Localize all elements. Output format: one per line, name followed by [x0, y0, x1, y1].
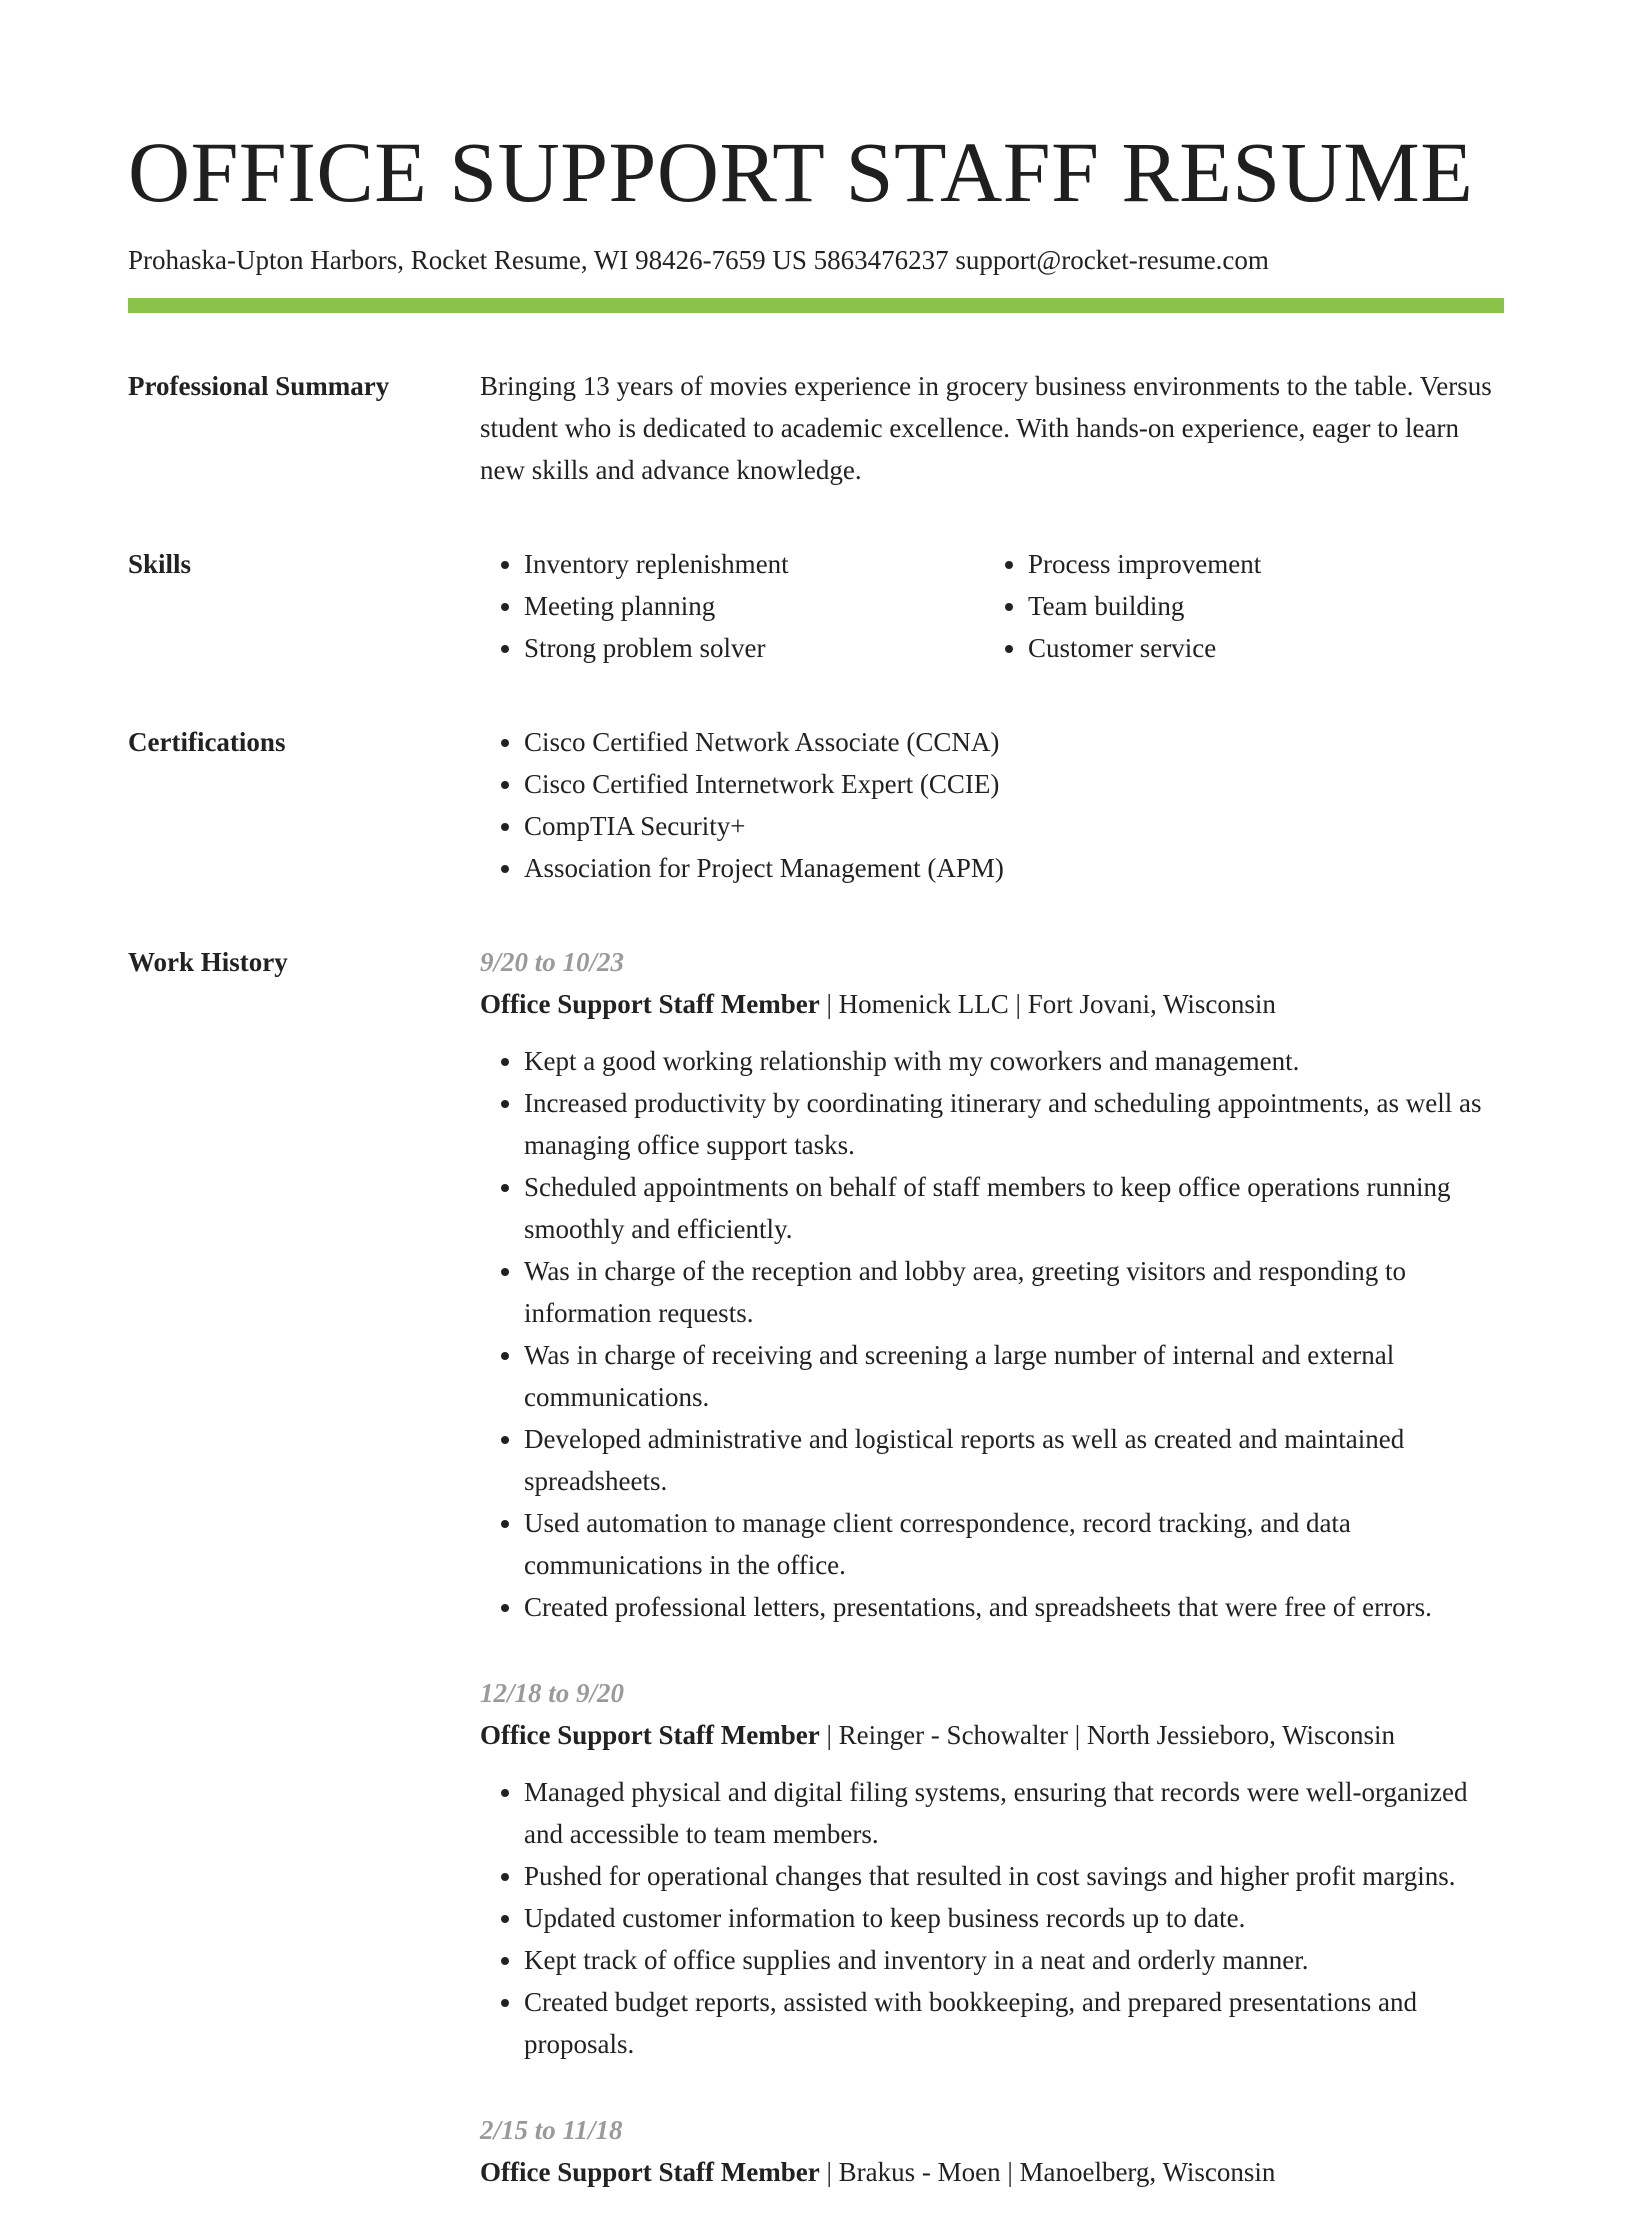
job-title: Office Support Staff Member: [480, 2157, 820, 2187]
job-bullet: • Updated customer information to keep business records up to date.: [524, 1897, 1504, 1939]
skills-column-1: [480, 543, 984, 669]
job-entry: [480, 2109, 1504, 2193]
skills-column-2: [984, 543, 1488, 669]
skill-item: • Strong problem solver: [524, 627, 984, 669]
skill-item: • Inventory replenishment: [524, 543, 984, 585]
work-history-content: [480, 941, 1504, 2237]
job-title: Office Support Staff Member: [480, 989, 820, 1019]
skill-item: • Meeting planning: [524, 585, 984, 627]
summary-content: [480, 365, 1504, 491]
job-bullet: • Pushed for operational changes that resulted in cost savings and higher profit margins.: [524, 1855, 1504, 1897]
certification-item: • Cisco Certified Internetwork Expert (CCIE): [524, 763, 1504, 805]
job-heading: [480, 983, 1504, 1025]
job-bullet: • Increased productivity by coordinating itinerary and scheduling appointments, as well as managing office support tasks.: [524, 1082, 1504, 1166]
job-bullets: [480, 1040, 1504, 1628]
job-bullet: • Created professional letters, presentations, and spreadsheets that were free of errors.: [524, 1586, 1504, 1628]
job-bullet: • Scheduled appointments on behalf of staff members to keep office operations running smoothly and efficiently.: [524, 1166, 1504, 1250]
skill-item: • Team building: [1028, 585, 1488, 627]
job-bullet: • Kept track of office supplies and inventory in a neat and orderly manner.: [524, 1939, 1504, 1981]
job-heading: [480, 2151, 1504, 2193]
job-bullet: • Was in charge of the reception and lobby area, greeting visitors and responding to information requests.: [524, 1250, 1504, 1334]
job-bullet: • Was in charge of receiving and screening a large number of internal and external communications.: [524, 1334, 1504, 1418]
skill-item: • Customer service: [1028, 627, 1488, 669]
job-dates: 2/15 to 11/18: [480, 2115, 623, 2145]
job-bullet: • Created budget reports, assisted with bookkeeping, and prepared presentations and proposals.: [524, 1981, 1504, 2065]
skills-section: [128, 543, 1504, 669]
job-entry: [480, 941, 1504, 1628]
section-label-skills: Skills: [128, 549, 192, 579]
contact-line: Prohaska-Upton Harbors, Rocket Resume, WI 98426-7659 US 5863476237 support@rocket-resume.com: [128, 245, 1269, 275]
job-entry: [480, 1672, 1504, 2065]
certification-item: • Cisco Certified Network Associate (CCNA): [524, 721, 1504, 763]
job-dates: 9/20 to 10/23: [480, 947, 625, 977]
section-label-work-history: Work History: [128, 947, 288, 977]
accent-divider: [128, 298, 1504, 313]
job-employer-location: | Homenick LLC | Fort Jovani, Wisconsin: [819, 989, 1276, 1019]
work-history-section: [128, 941, 1504, 2237]
job-bullet: • Kept a good working relationship with my coworkers and management.: [524, 1040, 1504, 1082]
job-bullet: • Developed administrative and logistical reports as well as created and maintained spreadsheets.: [524, 1418, 1504, 1502]
skill-item: • Process improvement: [1028, 543, 1488, 585]
job-bullet: • Used automation to manage client correspondence, record tracking, and data communications in the office.: [524, 1502, 1504, 1586]
section-label-summary: Professional Summary: [128, 371, 390, 401]
section-label-certifications: Certifications: [128, 727, 286, 757]
skills-content: [480, 543, 1504, 669]
summary-text: Bringing 13 years of movies experience in grocery business environments to the table. Versus student who is dedicated to academic excellence. With hands-on experience, eager to learn new skills and advance knowledge.: [480, 371, 1492, 485]
job-dates: 12/18 to 9/20: [480, 1678, 625, 1708]
job-bullet: • Managed physical and digital filing systems, ensuring that records were well-organized and accessible to team members.: [524, 1771, 1504, 1855]
job-employer-location: | Reinger - Schowalter | North Jessieboro, Wisconsin: [819, 1720, 1396, 1750]
job-heading: [480, 1714, 1504, 1756]
summary-section: [128, 365, 1504, 491]
page-title: OFFICE SUPPORT STAFF RESUME: [128, 124, 1474, 220]
resume-page: [128, 0, 1504, 2237]
certifications-section: [128, 721, 1504, 889]
job-bullets: [480, 1771, 1504, 2065]
certification-item: • CompTIA Security+: [524, 805, 1504, 847]
job-title: Office Support Staff Member: [480, 1720, 820, 1750]
certification-item: • Association for Project Management (APM): [524, 847, 1504, 889]
job-employer-location: | Brakus - Moen | Manoelberg, Wisconsin: [819, 2157, 1276, 2187]
certifications-content: [480, 721, 1504, 889]
